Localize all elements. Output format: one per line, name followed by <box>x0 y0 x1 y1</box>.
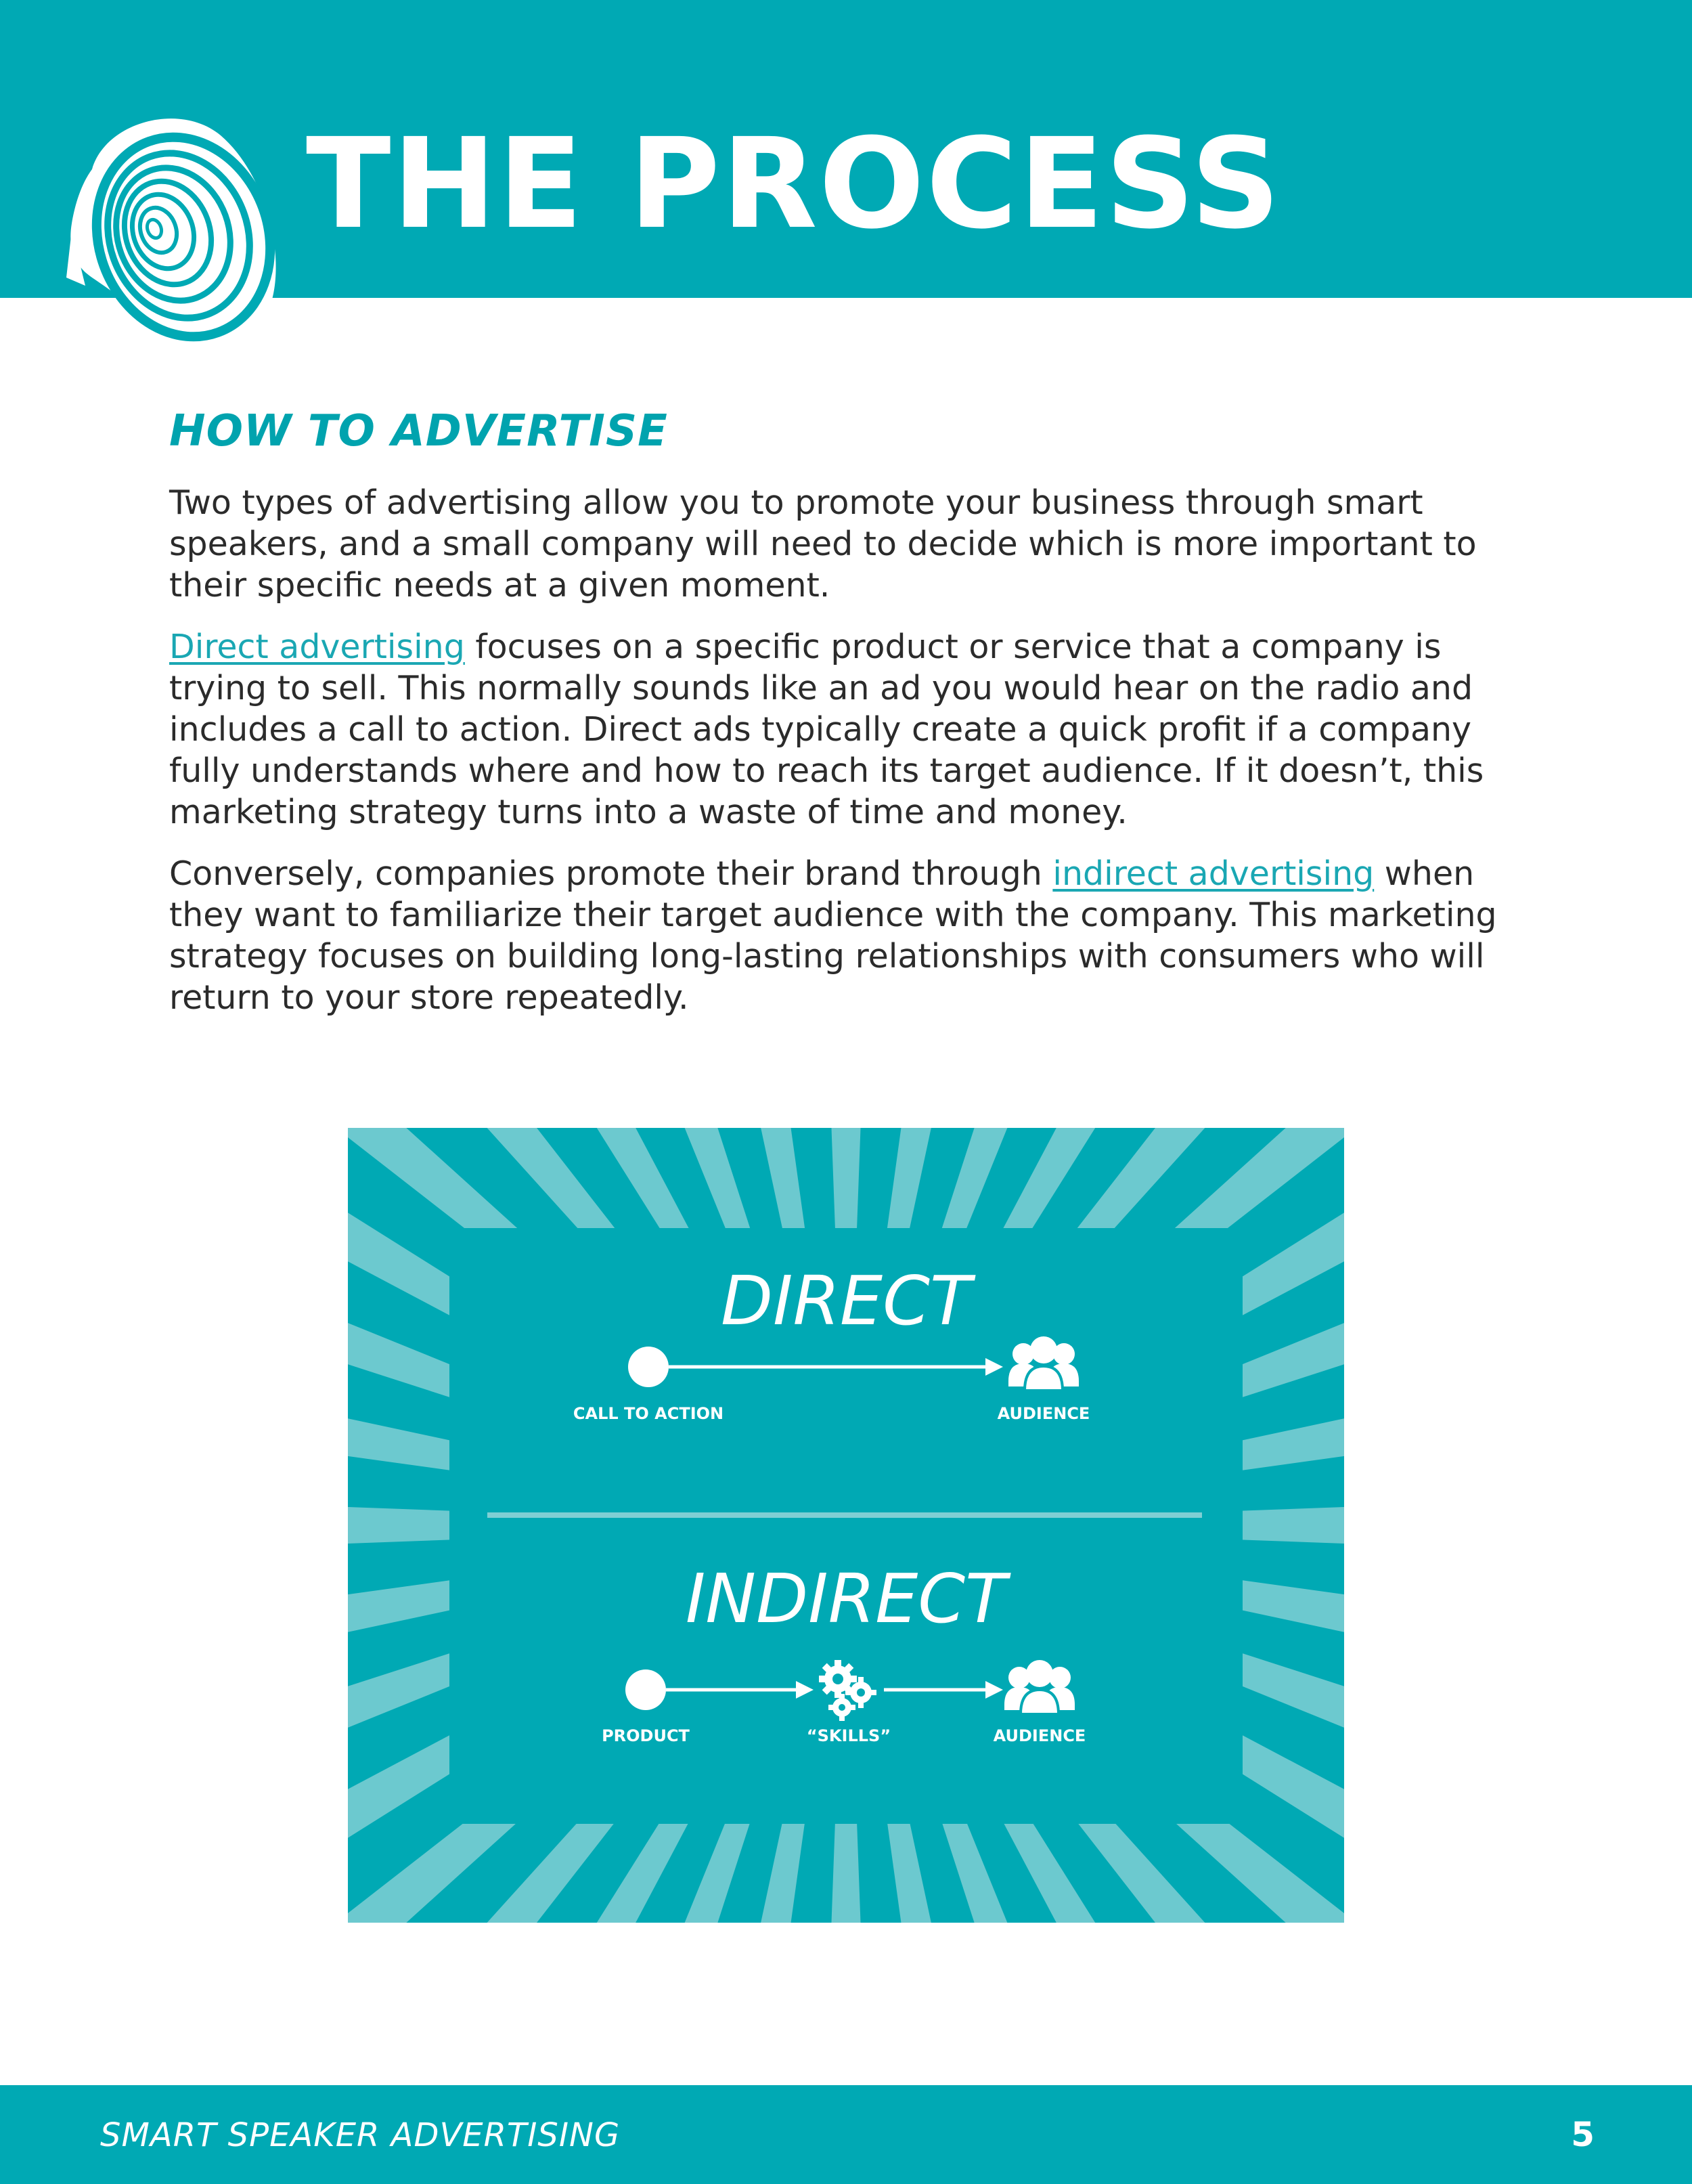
indirect-title: INDIRECT <box>685 1559 1007 1638</box>
audience-icon <box>1004 1660 1075 1714</box>
skills-label: “SKILLS” <box>806 1726 891 1745</box>
paragraph-indirect-text-before: Conversely, companies promote their brand through <box>169 854 1053 893</box>
paragraph-direct-text: focuses on a specific product or service that a company is trying to sell. This normally sounds like an ad you would hear on the radio and includes a call to action. Direct ads typically create a quick profit if a company fully understands where and how to reach its target audience. If it doesn’t, this marketing strategy turns into a waste of time and money. <box>169 628 1484 831</box>
paragraph-direct <box>169 626 1523 833</box>
audience-icon <box>1008 1336 1079 1391</box>
product-dot <box>625 1669 666 1710</box>
footer-title: SMART SPEAKER ADVERTISING <box>100 2116 621 2154</box>
product-label: PRODUCT <box>602 1726 690 1745</box>
call-to-action-dot <box>628 1347 669 1387</box>
page-number: 5 <box>1571 2115 1595 2154</box>
section-heading: HOW TO ADVERTISE <box>169 406 668 456</box>
article-body <box>169 406 1523 1039</box>
indirect-audience-label: AUDIENCE <box>993 1726 1086 1745</box>
direct-audience-label: AUDIENCE <box>997 1404 1090 1423</box>
infographic-canvas <box>348 1128 1344 1923</box>
paragraph-indirect <box>169 853 1523 1018</box>
footer-band <box>0 2085 1692 2184</box>
paragraph-indirect-text-after: when they want to familiarize their target audience with the company. This marketing strategy focuses on building long-lasting relationships with consumers who will return to your store repeatedly. <box>169 854 1497 1017</box>
paragraph-intro-text: Two types of advertising allow you to promote your business through smart speakers, and a small company will need to decide which is more important to their specific needs at a given moment. <box>169 483 1477 605</box>
speaker-icon <box>65 108 282 352</box>
indirect-advertising-link[interactable]: indirect advertising <box>1052 854 1375 893</box>
direct-title: DIRECT <box>720 1261 972 1340</box>
page-title: THE PROCESS <box>306 112 1282 257</box>
advertising-infographic <box>348 1128 1344 1923</box>
paragraph-intro <box>169 482 1523 606</box>
call-to-action-label: CALL TO ACTION <box>573 1404 724 1423</box>
direct-advertising-link[interactable]: Direct advertising <box>169 628 465 666</box>
